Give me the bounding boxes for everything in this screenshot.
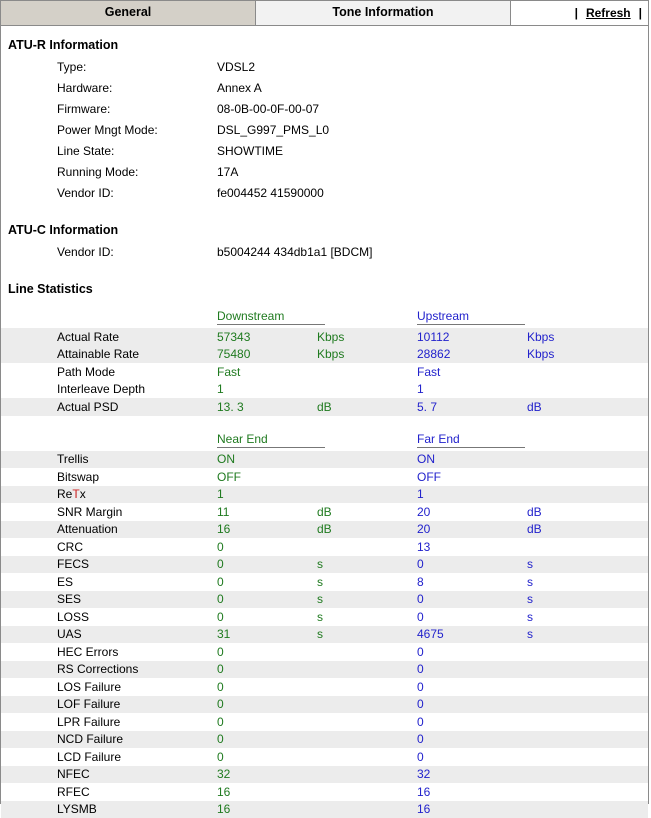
ncd-failure-near-end-value: 0: [217, 731, 317, 749]
table-row: [1, 591, 648, 609]
attenuation-label: Attenuation: [1, 521, 217, 539]
crc-near-end-value: 0: [217, 538, 317, 556]
rs-corrections-near-end-value: 0: [217, 661, 317, 679]
actual-rate-label: Actual Rate: [1, 328, 217, 346]
far-end-header-cell: [417, 425, 648, 451]
downstream-header-label: Downstream: [217, 309, 325, 325]
table-row: [1, 783, 648, 801]
table-row: [1, 451, 648, 469]
actual-psd-upstream-unit: dB: [527, 398, 648, 416]
ses-label: SES: [1, 591, 217, 609]
rfec-far-end-value: 16: [417, 783, 527, 801]
spacer-row: [1, 416, 648, 425]
attenuation-near-end-unit: dB: [317, 521, 417, 539]
bitswap-near-end-unit: [317, 468, 417, 486]
uas-near-end-unit: s: [317, 626, 417, 644]
ses-near-end-value: 0: [217, 591, 317, 609]
los-failure-far-end-value: 0: [417, 678, 527, 696]
attainable-rate-downstream-value: 75480: [217, 346, 317, 364]
attenuation-near-end-value: 16: [217, 521, 317, 539]
table-row: [1, 713, 648, 731]
actual-psd-downstream-unit: dB: [317, 398, 417, 416]
lof-failure-label: LOF Failure: [1, 696, 217, 714]
actual-rate-upstream-value: 10112: [417, 328, 527, 346]
atu-r-vendor-id-value: fe004452 41590000: [217, 184, 329, 205]
path-mode-downstream-unit: [317, 363, 417, 381]
atu-r-section-title: ATU-R Information: [8, 38, 648, 52]
atu-r-vendor-id-label: Vendor ID:: [57, 184, 217, 205]
table-row: [57, 58, 329, 79]
retx-far-end-unit: [527, 486, 648, 504]
table-row: [1, 521, 648, 539]
ses-near-end-unit: s: [317, 591, 417, 609]
crc-far-end-unit: [527, 538, 648, 556]
lof-failure-far-end-value: 0: [417, 696, 527, 714]
atu-r-type-label: Type:: [57, 58, 217, 79]
lysmb-far-end-unit: [527, 801, 648, 818]
atu-r-running-mode-value: 17A: [217, 163, 329, 184]
nfec-label: NFEC: [1, 766, 217, 784]
lcd-failure-label: LCD Failure: [1, 748, 217, 766]
uas-near-end-value: 31: [217, 626, 317, 644]
table-row: [57, 121, 329, 142]
table-row: [1, 696, 648, 714]
es-far-end-value: 8: [417, 573, 527, 591]
actual-psd-upstream-value: 5. 7: [417, 398, 527, 416]
rfec-label: RFEC: [1, 783, 217, 801]
line-statistics-section-title: Line Statistics: [8, 282, 648, 296]
snr-margin-label: SNR Margin: [1, 503, 217, 521]
table-row: [1, 573, 648, 591]
rs-corrections-near-end-unit: [317, 661, 417, 679]
hec-errors-near-end-unit: [317, 643, 417, 661]
lof-failure-near-end-unit: [317, 696, 417, 714]
atu-r-line-state-value: SHOWTIME: [217, 142, 329, 163]
fecs-near-end-value: 0: [217, 556, 317, 574]
attenuation-far-end-unit: dB: [527, 521, 648, 539]
attainable-rate-upstream-value: 28862: [417, 346, 527, 364]
loss-far-end-unit: s: [527, 608, 648, 626]
upstream-header-label: Upstream: [417, 309, 525, 325]
table-row: [1, 661, 648, 679]
ncd-failure-label: NCD Failure: [1, 731, 217, 749]
interleave-depth-downstream-value: 1: [217, 381, 317, 399]
attainable-rate-downstream-unit: Kbps: [317, 346, 417, 364]
lysmb-near-end-value: 16: [217, 801, 317, 818]
trellis-near-end-unit: [317, 451, 417, 469]
ses-far-end-unit: s: [527, 591, 648, 609]
es-near-end-unit: s: [317, 573, 417, 591]
lpr-failure-far-end-value: 0: [417, 713, 527, 731]
uas-label: UAS: [1, 626, 217, 644]
table-row: [1, 503, 648, 521]
near-end-header-cell: [217, 425, 417, 451]
rs-corrections-label: RS Corrections: [1, 661, 217, 679]
table-row: [1, 731, 648, 749]
table-row: [1, 468, 648, 486]
uas-far-end-value: 4675: [417, 626, 527, 644]
lcd-failure-far-end-value: 0: [417, 748, 527, 766]
fecs-near-end-unit: s: [317, 556, 417, 574]
lof-failure-near-end-value: 0: [217, 696, 317, 714]
bitswap-far-end-value: OFF: [417, 468, 527, 486]
bitswap-near-end-value: OFF: [217, 468, 317, 486]
atu-c-vendor-id-value: b5004244 434db1a1 [BDCM]: [217, 243, 372, 264]
ncd-failure-far-end-value: 0: [417, 731, 527, 749]
atu-r-power-mngt-mode-label: Power Mngt Mode:: [57, 121, 217, 142]
atu-c-section-title: ATU-C Information: [8, 223, 648, 237]
lpr-failure-label: LPR Failure: [1, 713, 217, 731]
table-row: [57, 79, 329, 100]
atu-r-hardware-label: Hardware:: [57, 79, 217, 100]
atu-r-line-state-label: Line State:: [57, 142, 217, 163]
path-mode-upstream-unit: [527, 363, 648, 381]
separator-pipe: |: [575, 6, 578, 20]
table-row: [1, 538, 648, 556]
lpr-failure-near-end-value: 0: [217, 713, 317, 731]
lof-failure-far-end-unit: [527, 696, 648, 714]
atu-r-type-value: VDSL2: [217, 58, 329, 79]
retx-x-glyph: T: [72, 487, 79, 501]
actual-psd-downstream-value: 13. 3: [217, 398, 317, 416]
tab-bar: [1, 1, 648, 26]
lpr-failure-far-end-unit: [527, 713, 648, 731]
los-failure-label: LOS Failure: [1, 678, 217, 696]
lcd-failure-far-end-unit: [527, 748, 648, 766]
fecs-far-end-unit: s: [527, 556, 648, 574]
table-row: [1, 486, 648, 504]
los-failure-far-end-unit: [527, 678, 648, 696]
atu-r-info-table: [57, 58, 329, 205]
bitswap-label: Bitswap: [1, 468, 217, 486]
atu-r-running-mode-label: Running Mode:: [57, 163, 217, 184]
trellis-near-end-value: ON: [217, 451, 317, 469]
table-row: [1, 608, 648, 626]
loss-far-end-value: 0: [417, 608, 527, 626]
table-row: [1, 346, 648, 364]
table-row: [1, 556, 648, 574]
path-mode-downstream-value: Fast: [217, 363, 317, 381]
atu-c-info-table: [57, 243, 372, 264]
attainable-rate-label: Attainable Rate: [1, 346, 217, 364]
retx-near-end-unit: [317, 486, 417, 504]
retx-label: ReTx: [1, 486, 217, 504]
page-content: [1, 26, 648, 818]
table-row: [1, 626, 648, 644]
nfec-near-end-value: 32: [217, 766, 317, 784]
hec-errors-label: HEC Errors: [1, 643, 217, 661]
table-row: [57, 100, 329, 121]
attainable-rate-upstream-unit: Kbps: [527, 346, 648, 364]
snr-margin-near-end-value: 11: [217, 503, 317, 521]
table-header-row: [1, 302, 648, 328]
trellis-far-end-value: ON: [417, 451, 527, 469]
interleave-depth-upstream-value: 1: [417, 381, 527, 399]
lysmb-label: LYSMB: [1, 801, 217, 818]
refresh-link[interactable]: Refresh: [586, 6, 631, 20]
es-far-end-unit: s: [527, 573, 648, 591]
lpr-failure-near-end-unit: [317, 713, 417, 731]
table-row: [57, 243, 372, 264]
ncd-failure-far-end-unit: [527, 731, 648, 749]
los-failure-near-end-unit: [317, 678, 417, 696]
table-row: [1, 748, 648, 766]
table-row: [1, 363, 648, 381]
los-failure-near-end-value: 0: [217, 678, 317, 696]
snr-margin-far-end-unit: dB: [527, 503, 648, 521]
actual-rate-downstream-value: 57343: [217, 328, 317, 346]
loss-label: LOSS: [1, 608, 217, 626]
trellis-label: Trellis: [1, 451, 217, 469]
atu-r-power-mngt-mode-value: DSL_G997_PMS_L0: [217, 121, 329, 142]
table-row: [1, 643, 648, 661]
atu-c-vendor-id-label: Vendor ID:: [57, 243, 217, 264]
toolbar-actions: [511, 1, 648, 25]
table-row: [1, 678, 648, 696]
path-mode-upstream-value: Fast: [417, 363, 527, 381]
loss-near-end-value: 0: [217, 608, 317, 626]
table-row: [1, 801, 648, 818]
tab-tone-information[interactable]: Tone Information: [256, 1, 511, 25]
hec-errors-far-end-value: 0: [417, 643, 527, 661]
interleave-depth-upstream-unit: [527, 381, 648, 399]
snr-margin-far-end-value: 20: [417, 503, 527, 521]
loss-near-end-unit: s: [317, 608, 417, 626]
nfec-near-end-unit: [317, 766, 417, 784]
table-row: [1, 398, 648, 416]
rs-corrections-far-end-value: 0: [417, 661, 527, 679]
rfec-near-end-value: 16: [217, 783, 317, 801]
uas-far-end-unit: s: [527, 626, 648, 644]
table-row: [57, 184, 329, 205]
hec-errors-near-end-value: 0: [217, 643, 317, 661]
table-row: [57, 142, 329, 163]
atu-r-firmware-value: 08-0B-00-0F-00-07: [217, 100, 329, 121]
bitswap-far-end-unit: [527, 468, 648, 486]
actual-rate-downstream-unit: Kbps: [317, 328, 417, 346]
crc-far-end-value: 13: [417, 538, 527, 556]
table-row: [1, 328, 648, 346]
atu-r-firmware-label: Firmware:: [57, 100, 217, 121]
table-row: [1, 381, 648, 399]
attenuation-far-end-value: 20: [417, 521, 527, 539]
tab-general[interactable]: General: [1, 1, 256, 25]
lysmb-near-end-unit: [317, 801, 417, 818]
lysmb-far-end-value: 16: [417, 801, 527, 818]
empty-header-cell: [1, 302, 217, 328]
empty-header-cell-2: [1, 425, 217, 451]
es-label: ES: [1, 573, 217, 591]
interleave-depth-label: Interleave Depth: [1, 381, 217, 399]
interleave-depth-downstream-unit: [317, 381, 417, 399]
fecs-far-end-value: 0: [417, 556, 527, 574]
retx-near-end-value: 1: [217, 486, 317, 504]
trellis-far-end-unit: [527, 451, 648, 469]
line-statistics-table: [1, 302, 648, 818]
nfec-far-end-unit: [527, 766, 648, 784]
snr-margin-near-end-unit: dB: [317, 503, 417, 521]
actual-psd-label: Actual PSD: [1, 398, 217, 416]
actual-rate-upstream-unit: Kbps: [527, 328, 648, 346]
upstream-header-cell: [417, 302, 648, 328]
near-end-header-label: Near End: [217, 432, 325, 448]
far-end-header-label: Far End: [417, 432, 525, 448]
trailing-separator-pipe: |: [639, 6, 642, 20]
nfec-far-end-value: 32: [417, 766, 527, 784]
table-row: [57, 163, 329, 184]
table-row: [1, 766, 648, 784]
crc-label: CRC: [1, 538, 217, 556]
ncd-failure-near-end-unit: [317, 731, 417, 749]
rs-corrections-far-end-unit: [527, 661, 648, 679]
lcd-failure-near-end-unit: [317, 748, 417, 766]
rfec-far-end-unit: [527, 783, 648, 801]
path-mode-label: Path Mode: [1, 363, 217, 381]
atu-r-hardware-value: Annex A: [217, 79, 329, 100]
ses-far-end-value: 0: [417, 591, 527, 609]
crc-near-end-unit: [317, 538, 417, 556]
fecs-label: FECS: [1, 556, 217, 574]
retx-far-end-value: 1: [417, 486, 527, 504]
es-near-end-value: 0: [217, 573, 317, 591]
table-header-row: [1, 425, 648, 451]
rfec-near-end-unit: [317, 783, 417, 801]
downstream-header-cell: [217, 302, 417, 328]
lcd-failure-near-end-value: 0: [217, 748, 317, 766]
hec-errors-far-end-unit: [527, 643, 648, 661]
